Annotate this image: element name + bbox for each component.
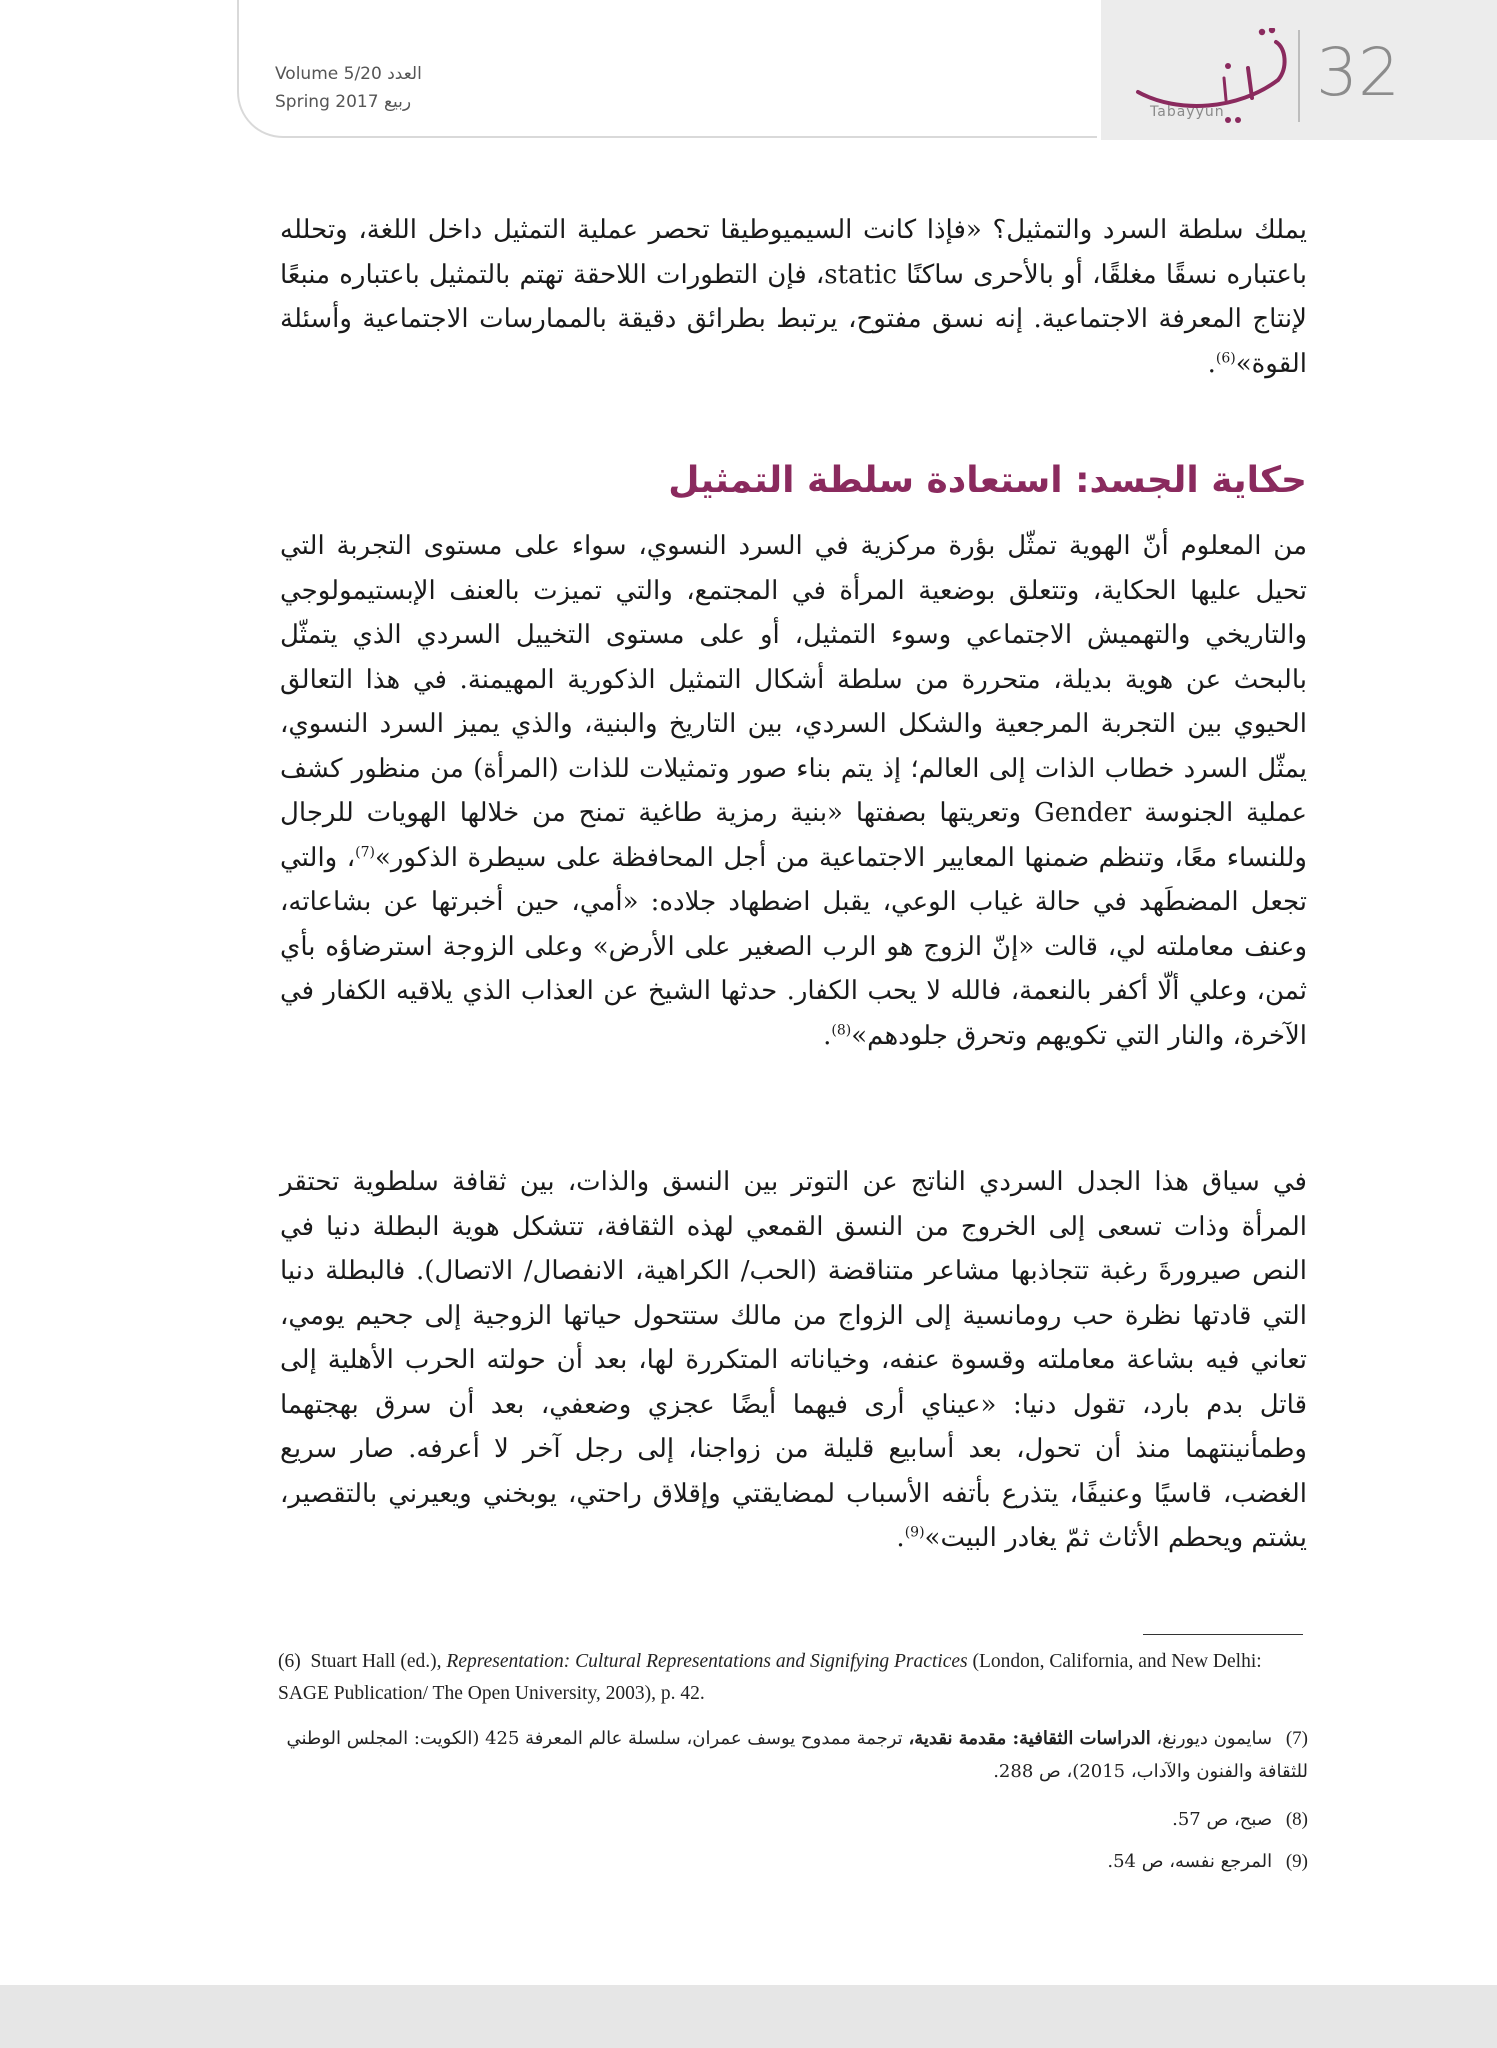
footnote-ref-6: (6) [1215,349,1236,366]
season-label-ar: ربيع [383,92,412,112]
issue-info [275,60,422,116]
paragraph-3: في سياق هذا الجدل السردي الناتج عن التوتر بين النسق والذات، بين ثقافة سلطوية تحتقر المرأة وذات تسعى إلى الخروج من النسق القمعي لهذه الثقافة، تتشكل هوية البطلة دنيا في النص صيرورةَ رغبة تتجاذبها مشاعر متناقضة (الحب/ الكراهية، الانفصال/ الاتصال). فالبطلة دنيا التي قادتها نظرة حب رومانسية إلى الزواج من مالك ستتحول حياتها الزوجية إلى جحيم يومي، تعاني فيه بشاعة معاملته وقسوة عنفه، وخياناته المتكررة لها، بعد أن حولته الحرب الأهلية إلى قاتل بدم بارد، تقول دنيا: «عيناي أرى فيهما أيضًا عجزي وضعفي، بعد أن سرق بهجتهما وطمأنينتهما منذ أن تحول، بعد أسابيع قليلة من زواجنا، إلى رجل آخر لا أعرفه. صار سريع الغضب، قاسيًا وعنيفًا، يتذرع بأتفه الأسباب لمضايقتي وإقلاق راحتي، يوبخني ويعيرني بالتقصير، يشتم ويحطم الأثاث ثمّ يغادر البيت»$^{(9)}$. [280,1167,1307,1553]
season-label-en: Spring 2017 [275,92,379,112]
page-number: 32 [1316,34,1400,111]
footnote-8-text: صبح، ص 57. [1172,1809,1273,1830]
volume-label-ar: العدد [387,64,422,84]
footnote-7 [278,1722,1308,1788]
footnote-9-number: (9) [1285,1851,1308,1872]
footnote-7-details: ترجمة ممدوح يوسف عمران، سلسلة عالم المعرفة 425 (الكويت: المجلس الوطني للثقافة والفنون والآداب، 2015)، ص 288. [286,1728,1308,1782]
paragraph-3-text: في سياق هذا الجدل السردي الناتج عن التوتر بين النسق والذات، بين ثقافة سلطوية تحتقر المرأة وذات تسعى إلى الخروج من النسق القمعي لهذه الثقافة، تتشكل هوية البطلة دنيا في النص صيرورةَ رغبة تتجاذبها مشاعر متناقضة (الحب/ الكراهية، الانفصال/ الاتصال). فالبطلة دنيا التي قادتها نظرة حب رومانسية إلى الزواج من مالك ستتحول حياتها الزوجية إلى جحيم يومي، تعاني فيه بشاعة معاملته وقسوة عنفه، وخياناته المتكررة لها، بعد أن حولته الحرب الأهلية إلى قاتل بدم بارد، تقول دنيا: «عيناي أرى فيهما أيضًا عجزي وضعفي، بعد أن سرق بهجتهما وطمأنينتهما منذ أن تحول، بعد أسابيع قليلة من زواجنا، إلى رجل آخر لا أعرفه. صار سريع الغضب، قاسيًا وعنيفًا، يتذرع بأتفه الأسباب لمضايقتي وإقلاق راحتي، يوبخني ويعيرني بالتقصير، يشتم ويحطم الأثاث ثمّ يغادر البيت» [280,1167,1307,1553]
footnote-ref-8: (8) [831,1021,852,1038]
footnote-ref-7: (7) [355,843,375,860]
footnote-6 [278,1646,1308,1710]
paragraph-2-text-continued: ، والتي تجعل المضطَهد في حالة غياب الوعي، يقبل اضطهاد جلاده: «أمي، حين أخبرتها عن بشاعاته، وعنف معاملته لي، قالت «إنّ الزوج هو الرب الصغير على الأرض» وعلى الزوجة استرضاؤه بأي ثمن، وعلي ألّا أكفر بالنعمة، فالله لا يحب الكفار. حدثها الشيخ عن العذاب الذي يلاقيه الكفار في الآخرة، والنار التي تكويهم وتحرق جلودهم» [280,842,1307,1051]
footnote-6-details: (London, California, and New Delhi: SAGE Publication/ The Open University, 2003), p. 42. [278,1651,1262,1704]
footnote-separator [1143,1634,1303,1635]
footnote-7-author: سايمون ديورنغ، [1156,1728,1273,1749]
section-heading: حكاية الجسد: استعادة سلطة التمثيل [668,460,1307,501]
paragraph-2-text: من المعلوم أنّ الهوية تمثّل بؤرة مركزية في السرد النسوي، سواء على مستوى التجربة التي تحيل عليها الحكاية، وتتعلق بوضعية المرأة في المجتمع، والتي تميزت بالعنف الإبستيمولوجي والتاريخي والتهميش الاجتماعي وسوء التمثيل، أو على مستوى التخييل السردي الذي يتمثّل بالبحث عن هوية بديلة، متحررة من سلطة أشكال التمثيل الذكورية المهيمنة. في هذا التعالق الحيوي بين التجربة المرجعية والشكل السردي، بين التاريخ والبنية، والذي يميز السرد النسوي، يمثّل السرد خطاب الذات إلى العالم؛ إذ يتم بناء صور وتمثيلات للذات (المرأة) من منظور كشف عملية الجنوسة Gender وتعريتها بصفتها «بنية رمزية طاغية تمنح من خلالها الهويات للرجال وللنساء معًا، وتنظم ضمنها المعايير الاجتماعية من أجل المحافظة على سيطرة الذكور» [280,531,1307,873]
footnote-9-text: المرجع نفسه، ص 54. [1107,1851,1273,1872]
footnote-8-number: (8) [1285,1809,1308,1830]
footnote-7-title: الدراسات الثقافية: مقدمة نقدية، [908,1728,1151,1749]
footnote-9 [278,1845,1308,1878]
logo-wordmark: Tabayyun [1150,104,1225,120]
footnote-ref-9: (9) [904,1524,925,1541]
footnote-6-title: Representation: Cultural Representations and Signifying Practices [446,1651,968,1672]
paragraph-1-text: يملك سلطة السرد والتمثيل؟ «فإذا كانت السيميوطيقا تحصر عملية التمثيل داخل اللغة، وتحلله باعتباره نسقًا مغلقًا، أو بالأحرى ساكنًا static، فإن التطورات اللاحقة تهتم بالتمثيل باعتباره منبعًا لإنتاج المعرفة الاجتماعية. إنه نسق مفتوح، يرتبط بطرائق دقيقة بالممارسات الاجتماعية وأسئلة القوة» [280,215,1307,379]
footnote-7-number: (7) [1285,1728,1308,1749]
footnote-8 [278,1803,1308,1836]
footnote-6-author: Stuart Hall (ed.), [310,1651,442,1672]
page-footer-band [0,1985,1497,2048]
page-number-divider [1298,30,1300,122]
volume-label-en: Volume 5/20 [275,64,382,84]
footnote-6-number: (6) [278,1651,301,1672]
paragraph-1: يملك سلطة السرد والتمثيل؟ «فإذا كانت السيميوطيقا تحصر عملية التمثيل داخل اللغة، وتحلله باعتباره نسقًا مغلقًا، أو بالأحرى ساكنًا static، فإن التطورات اللاحقة تهتم بالتمثيل باعتباره منبعًا لإنتاج المعرفة الاجتماعية. إنه نسق مفتوح، يرتبط بطرائق دقيقة بالممارسات الاجتماعية وأسئلة القوة»$^{(6)}$. [280,215,1307,379]
paragraph-2: من المعلوم أنّ الهوية تمثّل بؤرة مركزية في السرد النسوي، سواء على مستوى التجربة التي تحيل عليها الحكاية، وتتعلق بوضعية المرأة في المجتمع، والتي تميزت بالعنف الإبستيمولوجي والتاريخي والتهميش الاجتماعي وسوء التمثيل، أو على مستوى التخييل السردي الذي يتمثّل بالبحث عن هوية بديلة، متحررة من سلطة أشكال التمثيل الذكورية المهيمنة. في هذا التعالق الحيوي بين التجربة المرجعية والشكل السردي، بين التاريخ والبنية، والذي يميز السرد النسوي، يمثّل السرد خطاب الذات إلى العالم؛ إذ يتم بناء صور وتمثيلات للذات (المرأة) من منظور كشف عملية الجنوسة Gender وتعريتها بصفتها «بنية رمزية طاغية تمنح من خلالها الهويات للرجال وللنساء معًا، وتنظم ضمنها المعايير الاجتماعية من أجل المحافظة على سيطرة الذكور»$^{(7)}$، والتي تجعل المضطَهد في حالة غياب الوعي، يقبل اضطهاد جلاده: «أمي، حين أخبرتها عن بشاعاته، وعنف معاملته لي، قالت «إنّ الزوج هو الرب الصغير على الأرض» وعلى الزوجة استرضاؤه بأي ثمن، وعلي ألّا أكفر بالنعمة، فالله لا يحب الكفار. حدثها الشيخ عن العذاب الذي يلاقيه الكفار في الآخرة، والنار التي تكويهم وتحرق جلودهم»$^{(8)}$. [280,531,1307,1051]
